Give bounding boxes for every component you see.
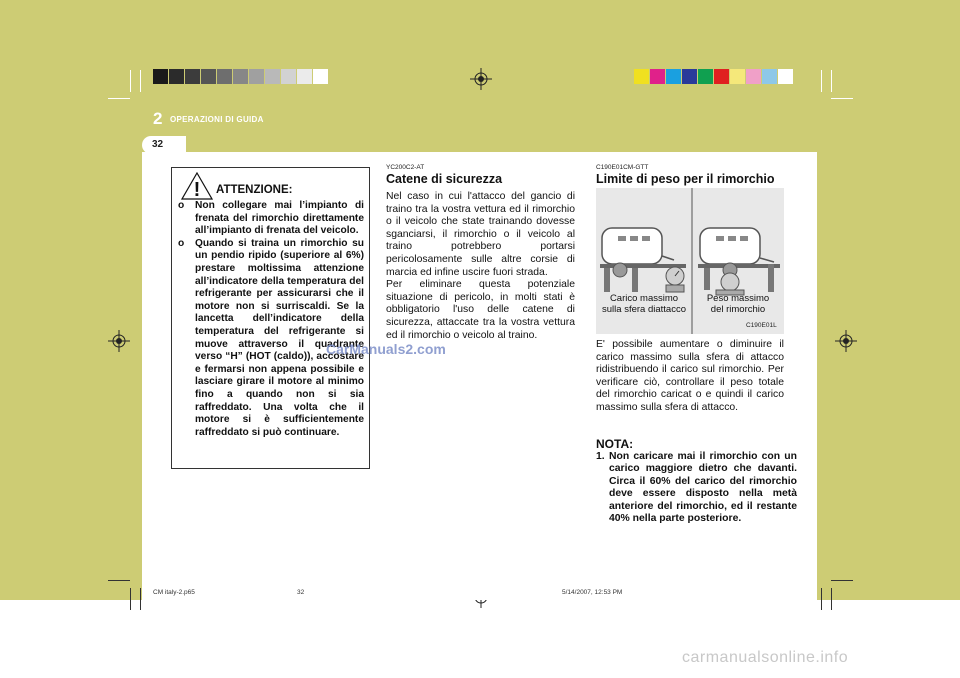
chapter-title: OPERAZIONI DI GUIDA bbox=[170, 115, 264, 124]
note-item-number: 1. bbox=[596, 451, 605, 462]
crop-mark bbox=[140, 588, 141, 610]
gray-swatch bbox=[233, 69, 248, 84]
color-swatch bbox=[714, 69, 729, 84]
crop-mark bbox=[130, 70, 131, 92]
gray-swatch bbox=[265, 69, 280, 84]
crop-mark bbox=[831, 70, 832, 92]
site-watermark: carmanualsonline.info bbox=[682, 649, 849, 666]
color-swatch bbox=[698, 69, 713, 84]
color-swatch bbox=[634, 69, 649, 84]
crop-mark bbox=[831, 98, 853, 99]
footer-timestamp: 5/14/2007, 12:53 PM bbox=[562, 589, 623, 596]
watermark: CarManuals2.com bbox=[326, 341, 446, 357]
gray-swatch bbox=[217, 69, 232, 84]
figure-code: C190E01L bbox=[746, 322, 777, 329]
crop-mark bbox=[831, 588, 832, 610]
chapter-number: 2 bbox=[153, 109, 163, 128]
trailer-weight-figure bbox=[596, 188, 784, 334]
color-swatch bbox=[666, 69, 681, 84]
page-number: 32 bbox=[152, 139, 164, 150]
gray-swatch bbox=[281, 69, 296, 84]
color-swatch bbox=[682, 69, 697, 84]
warning-title: ATTENZIONE: bbox=[216, 184, 293, 196]
color-swatch bbox=[650, 69, 665, 84]
crop-mark bbox=[821, 588, 822, 610]
registration-mark-icon bbox=[108, 330, 130, 352]
crop-mark bbox=[130, 588, 131, 610]
gray-swatch bbox=[185, 69, 200, 84]
note-item bbox=[596, 451, 797, 525]
gray-swatch bbox=[169, 69, 184, 84]
warning-item bbox=[178, 200, 364, 238]
footer-file: CM italy-2.p65 bbox=[153, 589, 195, 596]
gray-swatch bbox=[153, 69, 168, 84]
color-swatch bbox=[762, 69, 777, 84]
section-title: Limite di peso per il rimorchio bbox=[596, 172, 775, 186]
section-title: Catene di sicurezza bbox=[386, 172, 503, 186]
crop-mark bbox=[108, 98, 130, 99]
note-item-text: Non caricare mai il rimorchio con un carico maggiore dietro che davanti. Circa il 60% del carico del rimorchio deve essere disposto nella metà anteriore del rimorchio, ed il restante 40% nella parte posteriore. bbox=[609, 451, 797, 525]
warning-item bbox=[178, 238, 364, 440]
section-code: YC200C2-AT bbox=[386, 164, 425, 171]
registration-mark-icon bbox=[835, 330, 857, 352]
svg-text:!: ! bbox=[193, 179, 201, 200]
warning-bullet: o bbox=[178, 237, 185, 249]
warning-bullet: o bbox=[178, 200, 185, 211]
crop-mark bbox=[108, 580, 130, 581]
figure-caption-left: Carico massimo sulla sfera diattacco bbox=[602, 293, 686, 315]
color-swatch bbox=[730, 69, 745, 84]
gray-swatch bbox=[249, 69, 264, 84]
warning-triangle-icon bbox=[181, 172, 213, 200]
footer-page: 32 bbox=[297, 589, 305, 596]
crop-mark bbox=[831, 580, 853, 581]
section-body: E' possibile aumentare o diminuire il carico massimo sulla sfera di attacco ridistribuendo il carico sul rimorchio. Per verificare ciò, controllare il peso totale del rimorchio caricat o e quindi il carico massimo sulla sfera di attacco. bbox=[596, 339, 784, 413]
note-title: NOTA: bbox=[596, 437, 634, 451]
figure-caption-right: Peso massimo del rimorchio bbox=[706, 293, 770, 315]
warning-item-text: Non collegare mai l’impianto di frenata del rimorchio direttamente all’impianto di frenata del veicolo. bbox=[195, 200, 364, 237]
color-swatch bbox=[778, 69, 793, 84]
color-swatch bbox=[746, 69, 761, 84]
warning-list bbox=[178, 200, 364, 439]
section-body: Nel caso in cui l'attacco del gancio di traino tra la vostra vettura ed il rimorchio o il veicolo che state trainando dovesse sganciarsi, il rimorchio o il veicolo al traino potrebbero portarsi pericolosamente sulle altre corsie di marcia ed infine uscire fuori strada. Per eliminare questa potenziale situazione di pericolo, in molti stati è obbligatorio l'uso delle catene di sicurezza, attaccate tra la vostra vettura ed il rimorchio o veicolo al traino. bbox=[386, 191, 575, 341]
gray-swatch bbox=[297, 69, 312, 84]
warning-box bbox=[171, 167, 370, 469]
gray-swatch bbox=[313, 69, 328, 84]
warning-item-text: Quando si traina un rimorchio su un pendio ripido (superiore al 6%) prestare moltissima attenzione all’indicatore della temperatura del refrigerante per assicurarsi che il motore non si surriscaldi. Se la lancetta dell’indicatore della temperatura del refrigerante si muove attraverso il quadrante verso “H” (HOT (caldo)), accostare e fermarsi non appena possibile e lasciare girare il motore al minimo fino a quando non si sia raffreddato. Una volta che il motore si è sufficientemente raffreddato si può continuare. bbox=[195, 237, 364, 438]
crop-mark bbox=[821, 70, 822, 92]
registration-mark-icon bbox=[470, 68, 492, 90]
gray-swatch bbox=[201, 69, 216, 84]
crop-mark bbox=[140, 70, 141, 92]
section-code: C190E01CM-GTT bbox=[596, 164, 649, 171]
